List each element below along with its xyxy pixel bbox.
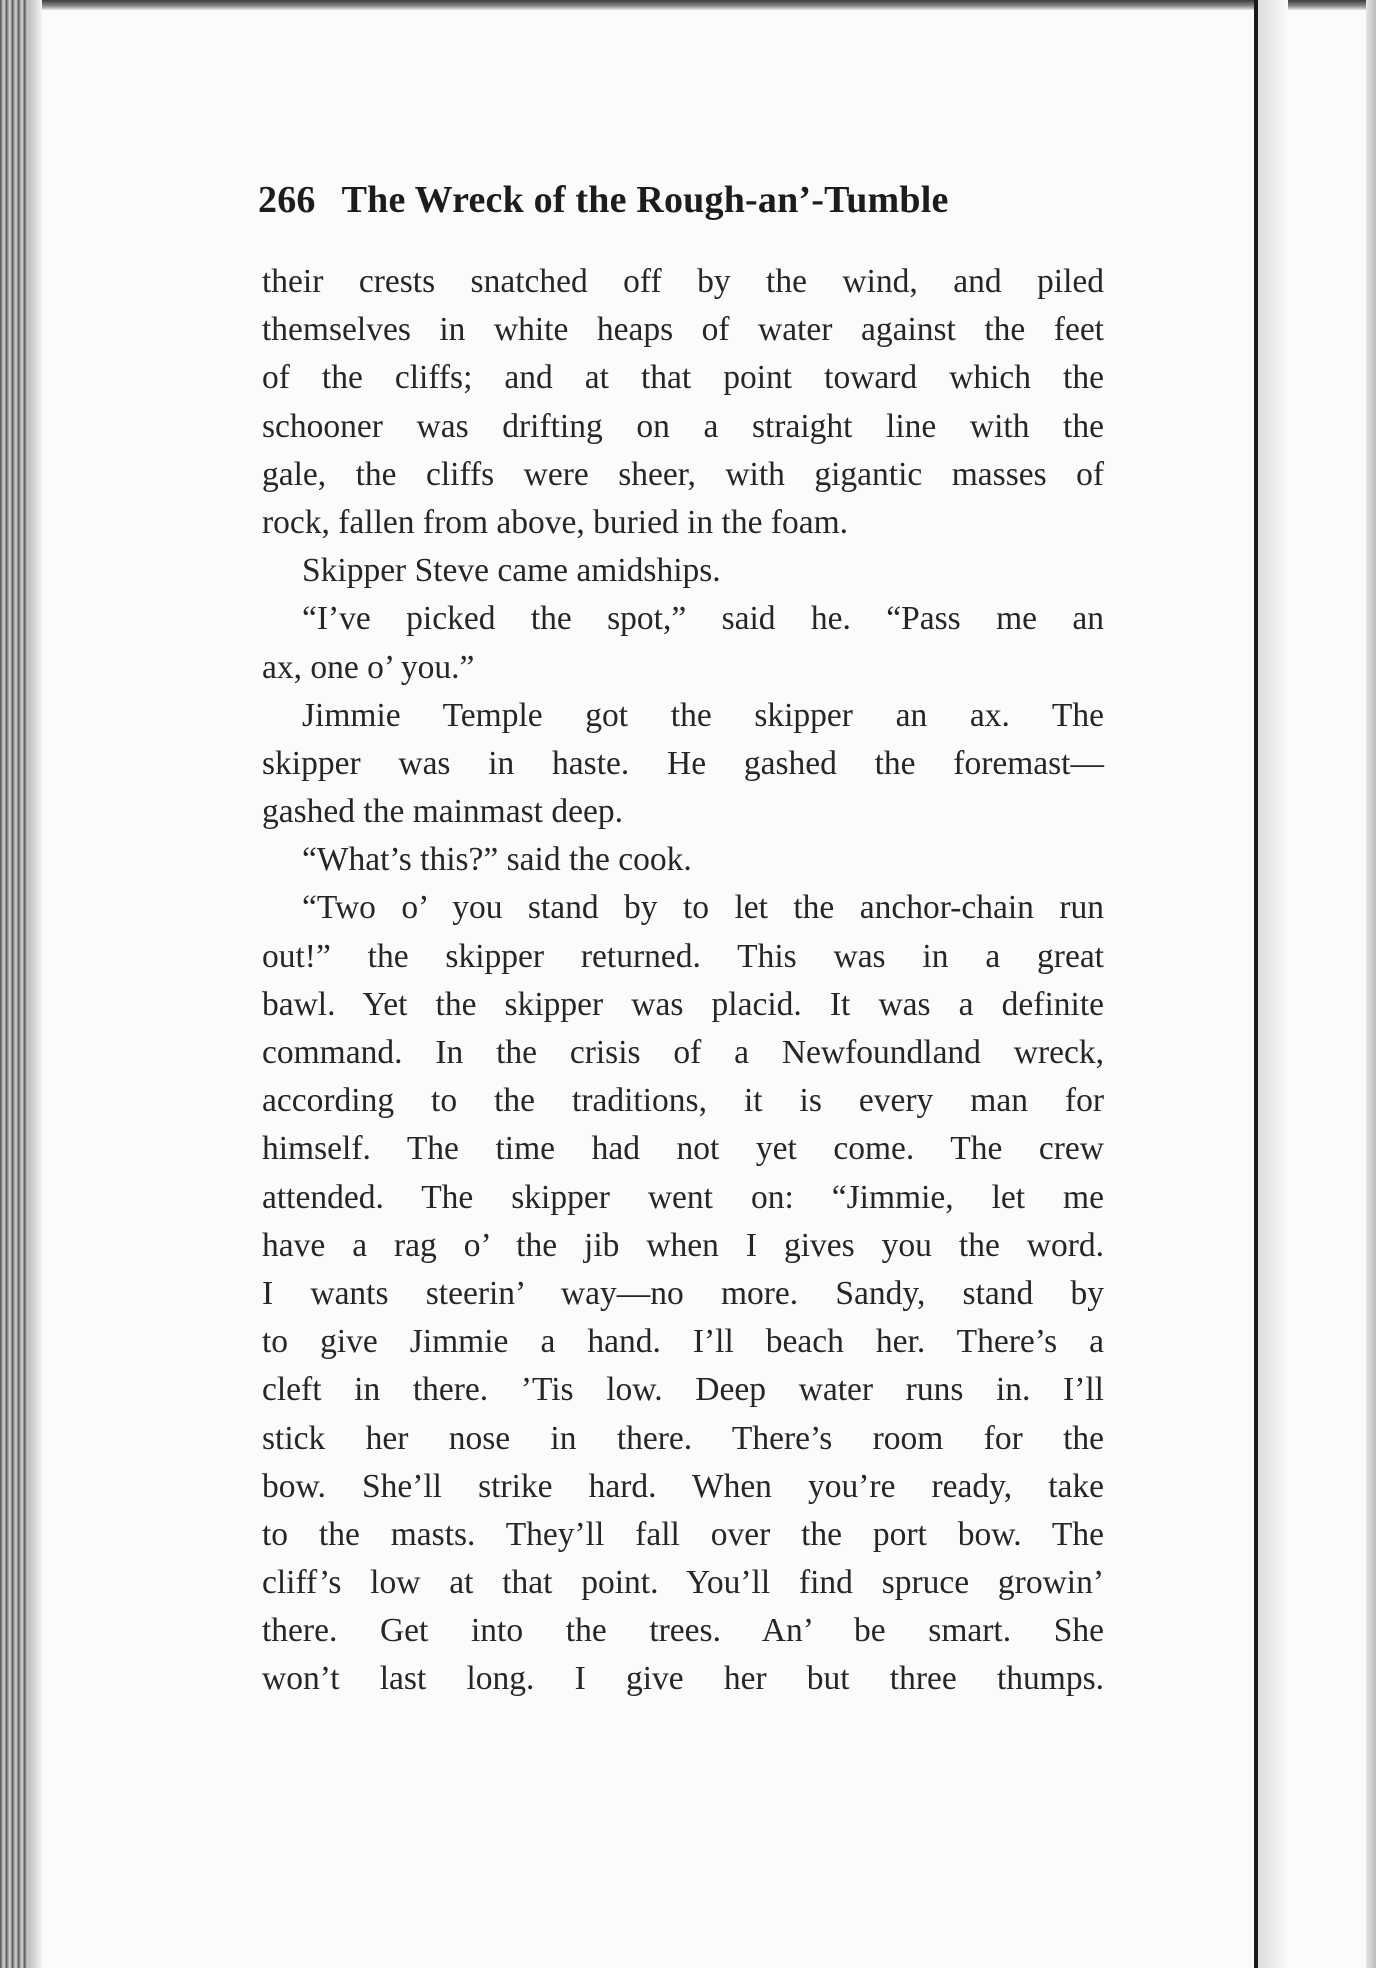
text-line: bow. She’ll strike hard. When you’re ready, take — [262, 1467, 1104, 1505]
text-line: to give Jimmie a hand. I’ll beach her. There’s a — [262, 1323, 1104, 1361]
text-line: Jimmie Temple got the skipper an ax. The — [302, 696, 1104, 734]
gutter-shadow — [1258, 0, 1288, 1968]
text-line: according to the traditions, it is every man for — [262, 1082, 1104, 1120]
text-line: “Two o’ you stand by to let the anchor-chain run — [302, 889, 1104, 927]
text-line: their crests snatched off by the wind, and piled — [262, 263, 1104, 300]
page-right-edge — [1366, 0, 1376, 1968]
text-line: have a rag o’ the jib when I gives you the word. — [262, 1226, 1104, 1264]
text-line: attended. The skipper went on: “Jimmie, let me — [262, 1178, 1104, 1216]
text-line: cliff’s low at that point. You’ll find spruce growin’ — [262, 1564, 1104, 1602]
book-spine-edge — [0, 0, 28, 1968]
text-line: “What’s this?” said the cook. — [302, 841, 692, 879]
body-text — [262, 258, 1104, 1704]
text-line: command. In the crisis of a Newfoundland wreck, — [262, 1034, 1104, 1071]
text-line: out!” the skipper returned. This was in a great — [262, 937, 1104, 975]
running-title: The Wreck of the Rough-an’-Tumble — [341, 179, 949, 221]
text-line: gale, the cliffs were sheer, with gigantic masses of — [262, 455, 1104, 493]
text-line: ax, one o’ you.” — [262, 648, 475, 686]
text-line: of the cliffs; and at that point toward which the — [262, 359, 1104, 397]
page-top-edge — [0, 0, 1376, 10]
text-line: I wants steerin’ way—no more. Sandy, stand by — [262, 1274, 1104, 1312]
text-line: won’t last long. I give her but three thumps. — [262, 1660, 1104, 1698]
text-line: “I’ve picked the spot,” said he. “Pass me an — [302, 600, 1104, 638]
text-line: there. Get into the trees. An’ be smart. She — [262, 1612, 1104, 1650]
text-line: Skipper Steve came amidships. — [302, 552, 721, 590]
text-line: rock, fallen from above, buried in the foam. — [262, 503, 849, 541]
running-header — [258, 178, 1068, 222]
text-line: schooner was drifting on a straight line with the — [262, 407, 1104, 445]
text-line: himself. The time had not yet come. The crew — [262, 1130, 1104, 1168]
text-line: cleft in there. ’Tis low. Deep water runs in. I’ll — [262, 1371, 1104, 1409]
text-line: gashed the mainmast deep. — [262, 793, 623, 831]
page-number: 266 — [258, 179, 316, 221]
text-line: bawl. Yet the skipper was placid. It was a definite — [262, 985, 1104, 1023]
text-line: to the masts. They’ll fall over the port bow. The — [262, 1515, 1104, 1553]
text-line: skipper was in haste. He gashed the foremast— — [262, 744, 1104, 782]
text-line: stick her nose in there. There’s room for the — [262, 1419, 1104, 1457]
text-line: themselves in white heaps of water against the feet — [262, 311, 1104, 349]
spine-shadow — [28, 0, 42, 1968]
